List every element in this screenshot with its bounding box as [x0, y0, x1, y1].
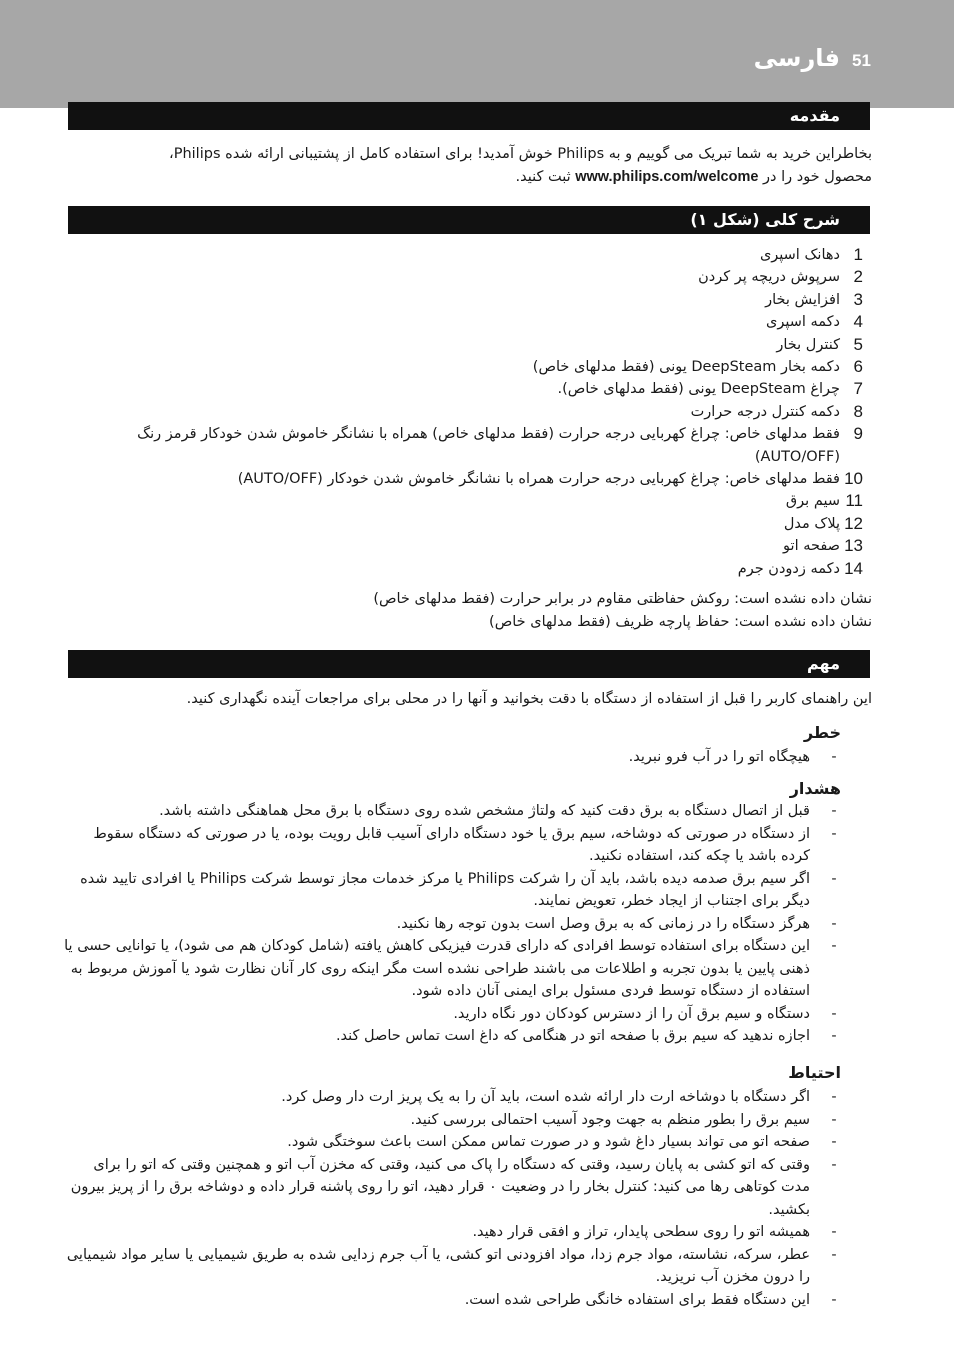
warning-item [60, 800, 842, 823]
bullet-dash: - [831, 870, 837, 887]
caution-item-text: عطر، سرکه، نشاسته، مواد جرم زدا، مواد افزودنی اتو کشی، یا آب جرم زدایی شده به طریق شیمیایی یا سایر مواد شیمیایی را درون مخزن آب نریزید. [66, 1246, 810, 1285]
item-text: کنترل بخار [776, 336, 840, 353]
bullet-dash: - [831, 1028, 837, 1044]
item-text: دکمه اسپری [765, 314, 840, 331]
item-number: 10 [844, 469, 863, 489]
caution-item [60, 1244, 842, 1289]
caution-list [60, 1086, 842, 1311]
welcome-url: www.philips.com/welcome [575, 168, 759, 185]
item-number: 11 [845, 491, 863, 511]
parts-list-item [90, 378, 872, 400]
caution-item-text: اگر دستگاه با دوشاخه ارت دار ارائه شده است، باید آن را به یک پریز ارت دار وصل کرد. [281, 1089, 810, 1105]
caution-item-text: صفحه اتو می تواند بسیار داغ شود و در صورت تماس ممکن است باعث سوختگی شود. [287, 1134, 810, 1150]
item-number: 12 [844, 513, 863, 533]
caution-item-text: سیم برق را بطور منظم به جهت وجود آسیب احتمالی بررسی کنید. [410, 1111, 810, 1128]
bullet-dash: - [831, 938, 837, 954]
bullet-dash: - [831, 1224, 837, 1240]
bullet-dash: - [831, 1111, 837, 1128]
parts-list-item [90, 535, 872, 557]
item-text: دکمه کنترل درجه حرارت [690, 403, 840, 420]
warning-item [60, 913, 842, 936]
item-number: 3 [853, 289, 863, 309]
item-text: سرپوش دریچه پر کردن [698, 269, 840, 286]
parts-list-item [90, 356, 872, 378]
warning-item-text: هرگز دستگاه را در زمانی که به برق وصل است بدون توجه رها نکنید. [396, 915, 810, 932]
danger-item-text: هیچگاه اتو را در آب فرو نبرید. [628, 749, 810, 765]
item-number: 2 [853, 267, 863, 287]
section-title-important: مهم [806, 654, 840, 673]
parts-list-item [90, 468, 872, 490]
danger-heading: خطر [803, 723, 841, 742]
page-number: 51 [852, 51, 871, 70]
intro-paragraph [80, 143, 872, 188]
caution-item [60, 1154, 842, 1222]
bullet-dash: - [831, 825, 837, 842]
danger-item [60, 746, 842, 769]
warning-item [60, 935, 842, 1003]
warning-item-text: اگر سیم برق صدمه دیده باشد، باید آن را شرکت Philips یا مرکز خدمات مجاز توسط شرکت Philips یا افرادی تایید شده دیگر برای اجتناب از ایجاد خطر، تعویض نمایند. [80, 870, 810, 909]
language-title: فارسی [753, 44, 840, 72]
item-number: 4 [853, 312, 863, 332]
important-intro: این راهنمای کاربر را قبل از استفاده از دستگاه با دقت بخوانید و آنها را در محلی برای مراجعات آینده نگهداری کنید. [186, 691, 872, 707]
parts-list-item [90, 266, 872, 288]
warning-item [60, 823, 842, 868]
parts-list-item [90, 558, 872, 580]
parts-list-item [90, 311, 872, 333]
warning-item-text: دستگاه و سیم برق آن را از دسترس کودکان دور نگاه دارید. [453, 1005, 810, 1022]
warning-heading: هشدار [789, 779, 841, 798]
section-bar-important [68, 650, 870, 678]
item-number: 13 [844, 536, 863, 556]
danger-list [60, 746, 842, 769]
section-title-introduction: مقدمه [789, 106, 840, 125]
parts-list-item [90, 401, 872, 423]
parts-list-item [90, 513, 872, 535]
intro-line-1: بخاطراین خرید به شما تبریک می گوییم و به Philips خوش آمدید! برای استفاده کامل از پشتیبانی ارائه شده Philips، [169, 146, 872, 162]
bullet-dash: - [831, 1089, 837, 1105]
bullet-dash: - [831, 1156, 837, 1173]
warning-item-text: این دستگاه برای استفاده توسط افرادی که دارای قدرت فیزیکی کاهش یافته (شامل کودکان هم می شود)، یا توانایی حسی یا ذهنی پایین یا بدون تجربه و اطلاعات می باشند طراحی نشده است مگر اینکه روی کار آنان نظارت شود یا آموزش مربوط به استفاده از دستگاه توسط فردی مسئول برای ایمنی آنان داده شود. [64, 938, 810, 999]
warning-item-text: اجازه ندهید که سیم برق با صفحه اتو در هنگامی که داغ است تماس حاصل کند. [335, 1028, 810, 1044]
caution-item-text: وقتی که اتو کشی به پایان رسید، وقتی که دستگاه را پاک می کنید، وقتی که مخزن آب اتو و همچنین وقتی که اتو را برای مدت کوتاهی رها می کنید: کنترل بخار را در وضعیت ۰ قرار دهید، اتو را روی پاشنه قرار داده و دوشاخه برق را از پریز بیرون بکشید. [70, 1156, 810, 1218]
item-text: چراغ DeepSteam یونی (فقط مدلهای خاص). [557, 381, 840, 398]
caution-item [60, 1109, 842, 1132]
section-bar-introduction [68, 102, 870, 130]
item-number: 5 [853, 334, 863, 354]
parts-list [90, 244, 872, 580]
item-number: 8 [853, 401, 863, 421]
bullet-dash: - [831, 1291, 837, 1308]
warning-item-text: قبل از اتصال دستگاه به برق دقت کنید که ولتاژ مشخص شده روی دستگاه با برق محل هماهنگی داشته باشد. [159, 803, 810, 819]
caution-item [60, 1289, 842, 1312]
section-bar-general-description [68, 206, 870, 234]
item-text: فقط مدلهای خاص: چراغ کهربایی درجه حرارت همراه با نشانگر خاموش شدن خودکار (AUTO/OFF) [237, 471, 840, 488]
item-number: 9 [853, 424, 863, 444]
item-text: صفحه اتو [783, 538, 840, 555]
parts-list-item [90, 289, 872, 311]
item-text: دکمه بخار DeepSteam یونی (فقط مدلهای خاص) [532, 359, 840, 376]
caution-item [60, 1086, 842, 1109]
caution-item [60, 1131, 842, 1154]
bullet-dash: - [831, 915, 837, 932]
caution-item [60, 1221, 842, 1244]
parts-list-item [90, 423, 872, 468]
caution-heading: احتیاط [788, 1063, 841, 1082]
bullet-dash: - [831, 749, 837, 765]
item-text: دکمه زدودن جرم [737, 560, 840, 577]
warning-item [60, 868, 842, 913]
item-number: 14 [844, 558, 863, 578]
warning-item [60, 1003, 842, 1026]
intro-line-2-post: ثبت کنید. [515, 168, 576, 185]
bullet-dash: - [831, 1134, 837, 1150]
warning-item-text: از دستگاه در صورتی که دوشاخه، سیم برق یا خود دستگاه دارای آسیب قابل رویت بوده، یا در صورتی که دستگاه سقوط کرده باشد یا چکه کند، استفاده نکنید. [93, 825, 810, 864]
caution-item-text: این دستگاه فقط برای استفاده خانگی طراحی شده است. [464, 1291, 810, 1308]
warning-item [60, 1025, 842, 1048]
page-header [0, 0, 954, 108]
bullet-dash: - [831, 1005, 837, 1022]
warning-list [60, 800, 842, 1048]
item-text: فقط مدلهای خاص: چراغ کهربایی درجه حرارت (فقط مدلهای خاص) همراه با نشانگر خاموش شدن خودکار قرمز رنگ (AUTO/OFF) [137, 426, 840, 465]
note-line: نشان داده نشده است: حفاظ پارچه ظریف (فقط مدلهای خاص) [489, 613, 872, 630]
bullet-dash: - [831, 803, 837, 819]
item-text: افزایش بخار [765, 291, 840, 308]
not-shown-notes [90, 588, 872, 633]
bullet-dash: - [831, 1246, 837, 1263]
item-text: سیم برق [785, 493, 840, 510]
parts-list-item [90, 244, 872, 266]
parts-list-item [90, 490, 872, 512]
note-line: نشان داده نشده است: روکش حفاظتی مقاوم در برابر حرارت (فقط مدلهای خاص) [373, 591, 872, 607]
item-text: دهانک اسپری [759, 247, 840, 263]
intro-line-2-pre: محصول خود را در [758, 168, 872, 185]
parts-list-item [90, 334, 872, 356]
item-number: 6 [853, 357, 863, 377]
section-title-general-description: شرح کلی (شکل ۱) [690, 210, 840, 229]
item-text: پلاک مدل [783, 515, 840, 532]
item-number: 7 [853, 379, 863, 399]
caution-item-text: همیشه اتو را روی سطحی پایدار، تراز و افقی قرار دهید. [472, 1224, 810, 1240]
item-number: 1 [853, 245, 863, 264]
